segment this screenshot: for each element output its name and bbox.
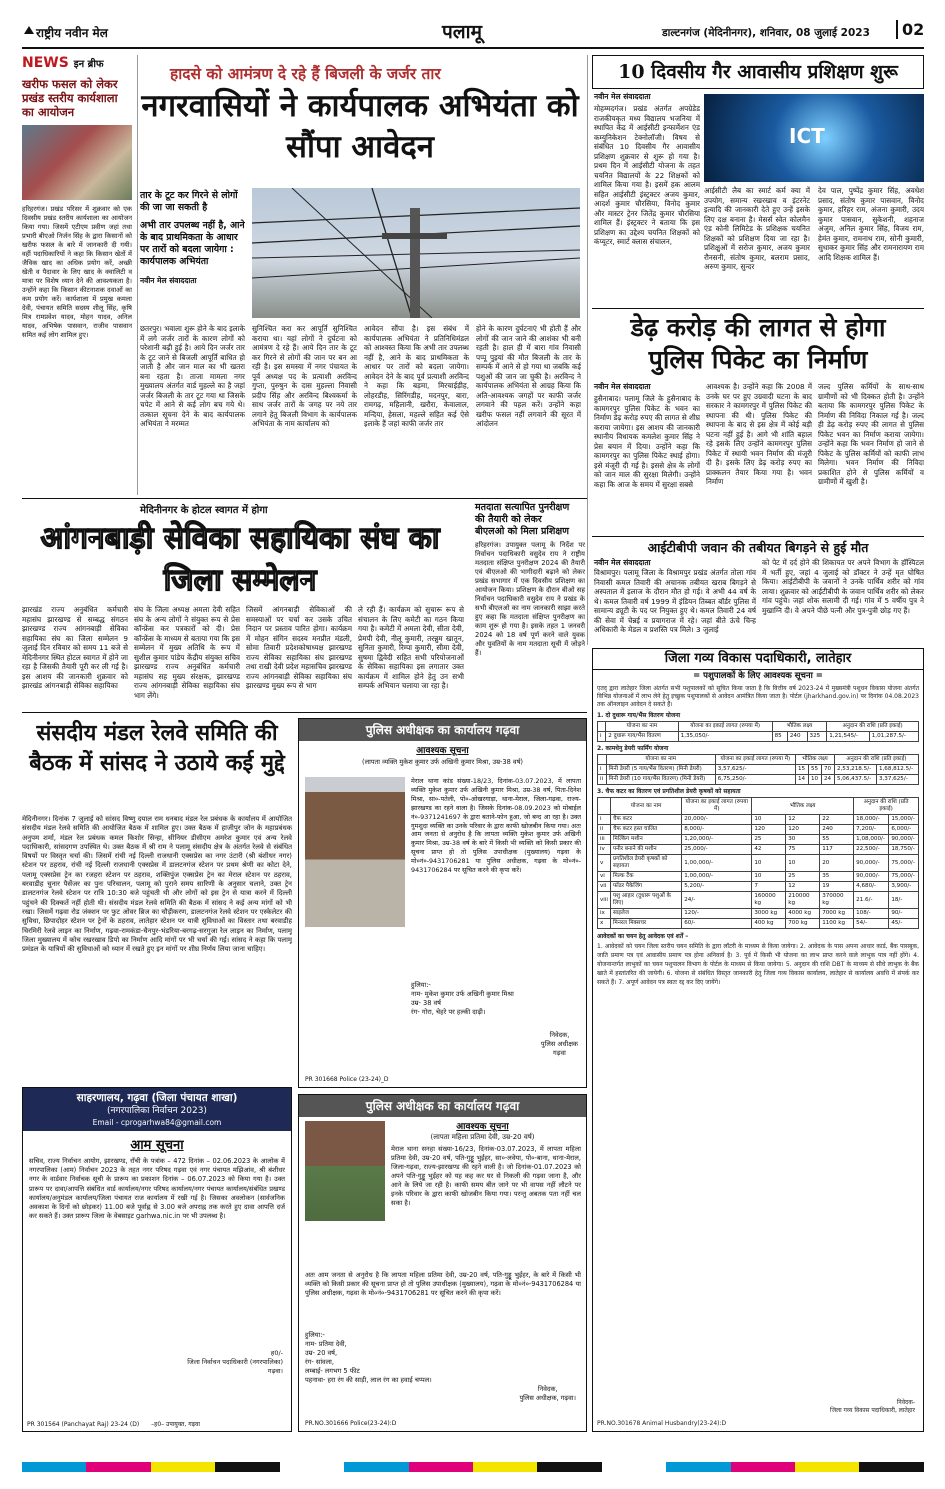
news-tag-label: NEWS	[22, 55, 69, 71]
t3-h-grant: अनुदान की राशि (प्रति इकाई)	[854, 798, 919, 815]
table-cell: 6,75,250/-	[715, 775, 795, 785]
table-cell: मिल्क टैंक	[610, 872, 681, 882]
table-row	[598, 855, 919, 872]
table-cell: 370000 kg	[820, 892, 854, 909]
table-cell: चैफ कटर हस्त चालित	[610, 825, 681, 835]
hotel-line: मेदिनीनगर के होटल स्वागत में होगा	[140, 505, 268, 516]
itbp-headline: आईटीबीपी जवान की तबीयत बिगड़ने से हुई मौत	[647, 540, 869, 555]
table-cell: vi	[598, 872, 611, 882]
police2-sub2: (लापता महिला प्रतिमा देवी, उम्र-20 वर्ष)	[430, 1133, 535, 1141]
table-cell: 35	[820, 872, 854, 882]
table-cell: 1,00,000/-	[682, 855, 752, 872]
training-col3: देव पाल, पुष्पेंद्र कुमार सिंह, अवधेश प्रसाद, संतोष कुमार पासवान, विनोद कुमार, हरिहर राम, अंजना कुमारी, उदय कुमार पासवान, सुकेशनी, शहनाज अंजुम, अनिल कुमार सिंह, विजय राम, हेमंत कुमार, रामनाथ राम, सोनी कुमारी, सुधाकर कुमार सिंह और रामनारायण राम आदि शिक्षक शामिल हैं।	[818, 186, 924, 262]
animal-title: जिला गव्य विकास पदाधिकारी, लातेहार	[593, 649, 923, 670]
brand-name: राष्ट्रीय नवीन मेल	[36, 26, 108, 40]
training-ict-photo	[704, 94, 924, 182]
police1-subtitle: आवश्यक सूचना	[416, 746, 469, 756]
t2-h-target: भौतिक लक्ष्य	[795, 755, 834, 765]
table-cell: i	[598, 732, 606, 742]
news-brief-body: हरिहरगंज। प्रखंड परिसर में शुक्रवार को एक दिवसीय प्रखंड स्तरीय कार्यशाला का आयोजन किया गया। जिसमें एटीएम प्रवीण जहां तथा प्रभारी बीएओ निर्जन सिंह के द्वारा किसानों को खरीफ फसल के बारे में जानकारी दी गयी। वहीं पदाधिकारियों ने कहा कि किसान खेतों में जैविक खाद का अधिक प्रयोग करें, अच्छी खेती व पैदावार के लिए खाद के क्वालिटी व मात्रा पर विशेष ध्यान देने की आवश्यकता है। उन्होंने कहा कि किसान कीटनाशक दवाओं का कम प्रयोग करें। कार्यशाला में प्रमुख कमला देवी, पंचायत समिति सदस्य शीलू सिंह, कृषि मित्र रामप्रवेश यादव, मोहन यादव, अनिल यादव, अभिषेक पासवान, राजीव पासवान समित कई लोग शामिल हुए।	[22, 205, 132, 339]
table-cell: 1,21,545/-	[827, 732, 870, 742]
table-cell: 10	[752, 855, 786, 872]
table-cell: 160000 kg	[752, 892, 786, 909]
story1-quotes	[140, 190, 250, 286]
table-cell: 15,000/-	[889, 815, 919, 825]
table-cell: मिल्किंग मशीन	[610, 835, 681, 845]
itbp-byline: नवीन मेल संवाददाता	[594, 558, 651, 567]
t3-h-sl	[598, 798, 611, 815]
table-cell: 90,000/-	[854, 855, 889, 872]
table-cell: 325	[807, 732, 827, 742]
table-cell: 55	[808, 765, 821, 775]
table-cell: 18,750/-	[889, 845, 919, 855]
election-header	[23, 1088, 291, 1131]
t2-h-unit: योजना का इकाई लागत (रुपया में)	[715, 755, 795, 765]
table-cell: 120	[786, 825, 820, 835]
table-cell: i	[598, 765, 607, 775]
table-cell: 1,35,050/-	[678, 732, 772, 742]
animal-intro: एतद् द्वारा लातेहार जिला अंतर्गत सभी पशुपालकों को सूचित किया जाता है कि वित्तीय वर्ष 2023-24 में मुख्यमंत्री पशुधन विकास योजना अंतर्गत विभिन्न योजनाओं में लाभ लेने हेतु इच्छुक पशुपालकों से आवेदन आमंत्रित किया जाता है। पोर्टल (jharkhand.gov.in) पर दिनांक 04.08.2023 तक ऑनलाइन आवेदन दे सकते हैं।	[597, 685, 919, 708]
ict-label: ICT	[789, 124, 825, 148]
table-cell: i	[598, 815, 611, 825]
picket-col2: आवश्यक है। उन्होंने कहा कि 2008 में उनके घर पर हुए उग्रवादी घटना के बाद सरकार ने कामगरपुर में पुलिस पिकेट की स्थापना की थी। पुलिस पिकेट की स्थापना के बाद से इस क्षेत्र में कोई बड़ी घटना नहीं हुई है। आगे भी शांति बहाल रहे इसके लिए उन्होंने कामगरपुर पुलिस पिकेट में स्थायी भवन निर्माण की मंजूरी दी है। इसके लिए डेढ़ करोड़ रुपए का प्राक्कलन तैयार किया गया है। भवन निर्माण	[706, 382, 812, 486]
police1-body: मेराल थाना कांड संख्या-18/23, दिनांक-03.07.2023, में लापता व्यक्ति मुकेश कुमार उर्फ अखिनी कुमार मिश्रा, उम्र-38 वर्ष, पिता-दिनेश मिश्रा, सा०-पतेली, पो०-ओखरगाड़ा, थाना-मेराल, जिला-गढ़वा, राज्य-झारखण्ड का रहने वाला है। जिसके दिनांक-08.09.2023 को मोबाईल नं०-9371241697 के द्वारा बताने-फोन हुआ, जो बन्द आ रहा है। उक्त गुमशुदा व्यक्ति का उनके परिवार के द्वारा काफी खोजबीन किया गया। अतः आम जनता से अनुरोध है कि लापता व्यक्ति मुकेश कुमार उर्फ अखिनी कुमार मिश्रा, उम्र-38 वर्ष के बारे में किसी भी व्यक्ति को किसी प्रकार की सूचना प्राप्त हो तो पुलिस उपाधीक्षक (मुख्यालय) गढ़वा के मो०नं०-9431706281 या पुलिस अधीक्षक, गढ़वा के मो०नं०- 9431706284 पर सूचित करने की कृपा करें।	[411, 777, 581, 875]
table-cell: 240	[820, 825, 854, 835]
table-row	[598, 815, 919, 825]
story1-col4: होने के कारण दुर्घटनाएं भी होती हैं और लोगों की जान जाने की आशंका भी बनी रहती है। हाल ही में बारा गांव निवासी पप्पू पुइयां की मौत बिजली के तार के सम्पर्क में आने से हो गया था जबकि कई पशुओं की जान जा चुकी है। अरविन्द ने कार्यपालक अभियंता से आग्रह किया कि अति-आवश्यक जगहों पर काफी जर्जर लगवाने की पहल करें। उन्होंने कहा खरीफ फसल नहीं लगवाने की सूरत में आंदोलन	[476, 324, 581, 428]
police2-title: पुलिस अधीक्षक का कार्यालय गढ़वा	[299, 1095, 586, 1117]
police2-body: मेराल थाना सनहा संख्या-16/23, दिनांक-03.07.2023, में लापता महिला प्रतिमा देवी, उम्र-20 वर्ष, पति-गुड्डू भुईंहर, सा०-लवेया, पो०-बाना, थाना-मेराल, जिला-गढ़वा, राज्य-झारखण्ड की रहने वाली है। जो दिनांक-01.07.2023 को अपने पति-गुड्डू भुईंहर को यह कह कर घर से निकली की गढ़वा जाना है, और आने के लिये जा रही है। काफी समय बीत जाने पर भी वापस नहीं लौटने पर इनके परिवार के द्वारा काफी खोजबीन किया गया। परन्तु अबतक पता नहीं चल सका है।	[391, 1145, 581, 1207]
table-cell: 20	[820, 855, 854, 872]
table-cell: 2 दुधारू गाय/भैंस वितरण	[606, 732, 678, 742]
table-cell: 240	[787, 732, 807, 742]
table-row	[598, 765, 919, 775]
election-subtitle: आम सूचना	[130, 1138, 184, 1153]
table-row	[598, 892, 919, 909]
police-notice-2	[298, 1094, 587, 1432]
t2-h-scheme: योजना का नाम	[606, 755, 715, 765]
table-cell: ii	[598, 775, 607, 785]
table-cell: 22,500/-	[854, 845, 889, 855]
table-cell: साइलेज	[610, 909, 681, 919]
table-cell: 70	[821, 765, 834, 775]
anganwadi-col3: जिसमें आंगनबाड़ी सेविकाओं की समस्याओं पर चर्चा कर उसके उचित निदान पर प्रस्ताव पारित होगा। कार्यक्रम में मोहन संगिन सदस्य मनप्रीत मंडली, सोमा तिवारी प्रदेशकोषाध्यक्ष झारखण्ड राज्य सेविका सहायिका संघ झारखण्ड तथा राखी देवी प्रदेश महासचिव झारखण्ड राज्य आंगनबाड़ी सेविका सहायिका संघ झारखण्ड मुख्य रूप से भाग	[246, 605, 352, 690]
railway-body: मेदिनीनगर। दिनांक 7 जुलाई को सांसद विष्णु दयाल राम धनबाद मंडल रेल प्रबंधक के कार्यालय में आयोजित संसदीय मंडल रेलवे समिति की आयोजित बैठक में शामिल हुए। उक्त बैठक में हाजीपुर जोन के महाप्रबंधक अनुपम शर्मा, मंडल रेल प्रबंधक कमल किशोर सिन्हा, सीनियर डीसीएम अमरेश कुमार एवं अन्य रेलवे पदाधिकारी, सांसदगण उपस्थित थे। उक्त बैठक में श्री राम ने पलामू संसदीय क्षेत्र के अंतर्गत रेलवे से संबंधित विषयों पर विस्तृत चर्चा की। जिसमें रांची नई दिल्ली राजधानी एक्सप्रेस का नगर उंटारी (श्री बंशीधर नगर) स्टेशन पर ठहराव, रांची नई दिल्ली राजधानी एक्सप्रेस में डालटनगंज स्टेशन पर प्रथम श्रेणी का कोटा देने, पलामू एक्सप्रेस ट्रेन का रजहरा स्टेशन पर ठहराव, शक्तिपुंज एक्सप्रेस ट्रेन का मेराल स्टेशन पर ठहराव, बरवाडीह चुनार पैसेंजर का पुनः परिचालन, पलामू को पुराने समय सारिणी के अनुसार चलाने, उक्त ट्रेन डालटनगंज रेलवे स्टेशन पर रात्रि 10:30 बजे पहुंचती थी और लोगों को इस ट्रेन से यात्रा करने में दिल्ली पहुंचने की दिक्कतें नहीं होती थी। संसदीय मंडल रेलवे समिति की बैठक में सांसद ने कई अन्य मांगों को भी रखा। जिसमें गढ़वा रोड जंक्शन पर फुट ओवर ब्रिज का चौड़ीकरण, डालटनगंज रेलवे स्टेशन पर एस्केलेटर की सुविधा, छिपादोहर स्टेशन पर ट्रेनों के ठहराव, लातेहार स्टेशन पर यात्री सुविधाओं का विस्तार तथा बरवाडीह चिरमिरी रेलवे लाइन का निर्माण, गढ़वा-रामकंडा-चैनपुर-भंडरिया-बरगढ़-सरगुजा रेल लाइन का निर्माण, पलामू जिला मुख्यालय में कोच रखरखाव डिपो का निर्माण आदि मांगों पर भी चर्चा की गई। सांसद ने कहा कि पलामू प्रमंडल के यात्रियों की सुविधाओं को ध्यान में रखते हुए इन मांगों पर शीघ्र निर्णय लिया जाना चाहिए।	[22, 815, 292, 954]
t3-h-target: भौतिक लक्ष्य	[752, 798, 854, 815]
news-tag	[22, 55, 132, 71]
blo-body: हरिहरगंज। उपायुक्त पलामू के निर्देश पर निर्वाचन पदाधिकारी वसुदेव राय ने राष्ट्रीय मतदाता संक्षिप्त पुनरीक्षण 2024 की तैयारी एवं बीएलओ की भागीदारी बढ़ाने को लेकर प्रखंड सभागार में एक दिवसीय प्रशिक्षण का आयोजन किया। प्रशिक्षण के दौरान बीओ सह निर्वाचन पदाधिकारी वसुदेव राय ने प्रखंड के सभी बीएलओ का नाम जानकारी साझा करते हुए कहा कि मतदाता संक्षिप्त पुनरीक्षण का काम शुरू हो गया है। इसके तहत 1 जनवरी 2024 को 18 वर्ष पूर्ण करने वाले युवक और युवतियों के नाम मतदाता सूची में जोड़ने हैं।	[475, 541, 585, 657]
table-cell: 4000 kg	[786, 909, 820, 919]
table-cell: 25	[752, 835, 786, 845]
election-body: सचिव, राज्य निर्वाचन आयोग, झारखण्ड, राँची के पत्रांक – 472 दिनांक – 02.06.2023 के आलोक में नगरपालिका (आम) निर्वाचन 2023 के तहत नगर परिषद गढ़वा एवं नगर पंचायत मझिआंव, श्री बंशीधर नगर के वार्डवार निर्वाचक सूची के प्रारूप का प्रकाशन दिनांक – 06.07.2023 को किया गया है। उक्त प्रारूप पर दावा/आपत्ति संबंधित वार्ड कार्यालय/नगर परिषद कार्यालय/नगर पंचायत कार्यालय/संबंधित प्रखण्ड कार्यालय/अनुमंडल कार्यालय/जिला पंचायत राज कार्यालय में रखी गई है। जिसका अवलोकन (सार्वजनिक अवकाश के दिनों को छोड़कर) 11.00 बजे पूर्वाह्न से 3.00 बजे अपराह्न तक करते हुए दावा आपत्ति दर्ज कर सकते हैं। उक्त प्रारूप जिला के वेबसाइट garhwa.nic.in पर भी उपलब्ध है।	[29, 1157, 285, 1221]
table-row	[598, 882, 919, 892]
police1-sub2: (लापता व्यक्ति मुकेश कुमार उर्फ अखिनी कुमार मिश्रा, उम्र-38 वर्ष)	[362, 758, 523, 766]
animal-terms: 1. आवेदकों को चयन जिला स्तरीय चयन समिति के द्वारा लॉटरी के माध्यम से किया जायेगा। 2. आवेदक के पास अपना आधार कार्ड, बैंक पासबुक, जाति प्रमाण पत्र एवं आवासीय प्रमाण पत्र होना अनिवार्य है। 3. पूर्व में किसी भी योजना का लाभ प्राप्त करने वाले लाभुक पात्र नहीं होंगे। 4. योजनान्तर्गत लाभुकों का चयन पशुपालन विभाग के पोर्टल के माध्यम से किया जायेगा। 5. अनुदान की राशि DBT के माध्यम से सीधे लाभुक के बैंक खाते में हस्तांतरित की जायेगी। 6. योजना से संबंधित विस्तृत जानकारी हेतु जिला गव्य विकास कार्यालय, लातेहार से कार्यालय अवधि में संपर्क कर सकते हैं। 7. अपूर्ण आवेदन पत्र स्वतः रद्द कर दिए जायेंगे।	[597, 943, 919, 986]
animal-table-1	[597, 721, 919, 742]
police-notice-1	[298, 718, 587, 1088]
table-cell: 75,000/-	[889, 855, 919, 872]
table-cell: 10	[752, 872, 786, 882]
police2-body2: अतः आम जनता से अनुरोध है कि लापता महिला प्रतिमा देवी, उम्र-20 वर्ष, पति-गुड्डू भुईंहर, के बारे में किसी भी व्यक्ति को किसी प्रकार की सूचना प्राप्त हो तो पुलिस उपाधीक्षक (मुख्यालय), गढ़वा के मो०नं०-9431706284 या पुलिस अधीक्षक, गढ़वा के मो०नं०-9431706281 पर सूचित करने की कृपा करें।	[305, 1271, 581, 1297]
page-number: 02	[896, 20, 924, 39]
table-cell: 7000 kg	[820, 909, 854, 919]
table-cell: x	[598, 919, 611, 929]
t2-h-sl	[598, 755, 607, 765]
training-headline: 10 दिवसीय गैर आवासीय प्रशिक्षण शुरू	[618, 61, 898, 83]
table-cell: 22	[820, 815, 854, 825]
news-brief-photo	[22, 125, 132, 200]
dateline: डाल्टनगंज (मेदिनीनगर), शनिवार, 08 जुलाई 2023	[662, 27, 870, 39]
animal-table-1-body	[598, 732, 919, 742]
story1-headline: नगरवासियों ने कार्यपालक अभियंता को सौंपा आवेदन	[141, 88, 579, 165]
table-cell: मिनी डेयरी (10 गाय/भैंस वितरण) (मिनी डेयरी)	[606, 775, 715, 785]
t3-h-unit: योजना का इकाई लागत (रुपया में)	[682, 798, 752, 815]
table-cell: 7	[752, 882, 786, 892]
t1-h-grant: अनुदान की राशि (प्रति इकाई)	[827, 722, 919, 732]
police2-sign: निवेदक, पुलिस अधीक्षक, गढ़वा।	[519, 1385, 576, 1402]
table-cell: 21.6/-	[854, 892, 889, 909]
table-cell: 3000 kg	[752, 909, 786, 919]
t3-h-scheme: योजना का नाम	[610, 798, 681, 815]
police2-hulia: हुलिया:- नाम- प्रतिमा देवी, उम्र- 20 वर्ष, रंग- सांवला, लम्बाई- लगभग 5 फीट पहनावा- हरा रंग की साड़ी, लाल रंग का हवाई चप्पल।	[305, 1331, 432, 1384]
table-cell: प्रगतिशील डेयरी कृषकों को सहायता	[610, 855, 681, 872]
table-cell: 75	[786, 845, 820, 855]
police2-pr: PR.NO.301666 Police(23-24):D	[305, 1420, 397, 1427]
table-cell: ii	[598, 825, 611, 835]
story1-col3: आवेदन सौंपा है। इस संबंध में कार्यपालक अभियंता ने प्रतिनिधिमंडल को आश्वस्त किया कि अभी तार उपलब्ध नहीं है, आने के बाद प्राथमिकता के आधार पर तारों को बदला जायेगा। आवेदन देने के बाद पूर्व प्रत्याशी अरविन्द ने कहा कि बड़मा, मिरचाईड़ीह, लोहरडीह, सिरिंगडीह, मदनपुर, बारा, रामगढ़, महिलानी, खरौरा, केवालाल, मन्दिया, हेसला, महल्ले सहित कई ऐसे इलाके हैं जहां काफी जर्जर तार	[364, 324, 469, 428]
election-email: Email - cprogarhwa84@gmail.com	[92, 1118, 222, 1127]
table-cell: 120	[752, 825, 786, 835]
police1-hulia: हुलिया:- नाम- मुकेश कुमार उर्फ अखिनी कुमार मिश्रा उम्र- 38 वर्ष रंग- गोरा, चेहरे पर हल्की दाढ़ी।	[411, 981, 514, 1016]
table-cell: 24	[821, 775, 834, 785]
news-tag-label2: इन ब्रीफ	[73, 59, 104, 70]
table-cell: 30	[786, 835, 820, 845]
blo-headline-2: की तैयारी को लेकर	[475, 514, 542, 525]
table-cell: iii	[598, 835, 611, 845]
animal-notice	[592, 648, 924, 1432]
story1-kicker: हादसे को आमंत्रण दे रहे हैं बिजली के जर्जर तार	[170, 65, 441, 83]
table-cell: 2,53,218.5/-	[834, 765, 876, 775]
table-row	[598, 845, 919, 855]
news-brief-headline: खरीफ फसल को लेकर प्रखंड स्तरीय कार्यशाला का आयोजन	[22, 77, 118, 119]
picket-headline-1: डेढ़ करोड़ की लागत से होगा	[630, 313, 886, 342]
election-pr-code: PR 301564 (Panchayat Raj) 23-24 (D)	[27, 1421, 140, 1428]
training-headline-box	[592, 55, 924, 89]
table-row	[598, 872, 919, 882]
masthead	[22, 14, 924, 48]
table-cell: 210000 kg	[786, 892, 820, 909]
table-cell: पनीर बनाने की मशीन	[610, 845, 681, 855]
table-cell: 3,900/-	[889, 882, 919, 892]
table-row	[598, 909, 919, 919]
table-cell: 117	[820, 845, 854, 855]
table-cell: v	[598, 855, 611, 872]
animal-pr: PR.NO.301678 Animal Husbandry(23-24):D	[597, 1420, 727, 1427]
story1-wires-photo	[252, 188, 580, 318]
picket-col3: जल्द पुलिस कर्मियों के साथ-साथ ग्रामीणों को भी दिक्कत होती है। उन्होंने बताया कि कामगरपुर पुलिस पिकेट के निर्माण की निविदा निकाल गई है। जल्द ही डेढ़ करोड़ रुपए की लागत से पुलिस पिकेट भवन का निर्माण कराया जायेगा। उन्होंने कहा कि भवन निर्माण हो जाने से पिकेट के पुलिस कर्मियों को काफी लाभ मिलेगा। भवन निर्माण की निविदा प्रकाशित होने से पुलिस कर्मियों व ग्रामीणों में खुशी है।	[818, 382, 924, 486]
table-cell: 14	[795, 775, 808, 785]
animal-s2: 2. कामधेनु डेयरी फार्मिंग योजना	[597, 745, 669, 752]
table-cell: 5,200/-	[682, 882, 752, 892]
table-cell: 8,000/-	[682, 825, 752, 835]
animal-table-3-body	[598, 815, 919, 929]
table-cell: 75,000/-	[889, 872, 919, 882]
table-cell: 4,680/-	[854, 882, 889, 892]
t1-h-sl	[598, 722, 606, 732]
animal-subtitle: = पशुपालकों के लिए आवश्यक सूचना =	[693, 671, 823, 681]
table-cell: 1100 kg	[820, 919, 854, 929]
table-cell: 90,000/-	[889, 835, 919, 845]
animal-sign: निवेदक- जिला गव्य विकास पदाधिकारी, लातेहार	[830, 1399, 915, 1414]
table-cell: 1,00,000/-	[682, 872, 752, 882]
election-notice	[22, 1087, 292, 1432]
table-row	[598, 732, 919, 742]
table-cell: मिनरल मिक्सचर	[610, 919, 681, 929]
table-cell: 24/-	[682, 892, 752, 909]
police2-subtitle: आवश्यक सूचना	[456, 1122, 509, 1132]
table-cell: 108/-	[854, 909, 889, 919]
table-cell: 400 kg	[752, 919, 786, 929]
table-cell: 25	[786, 872, 820, 882]
election-pr	[27, 1420, 200, 1428]
police1-person-photo	[305, 777, 405, 927]
training-byline: नवीन मेल संवाददाता	[594, 92, 651, 101]
table-cell: 60/-	[682, 919, 752, 929]
table-cell: 42	[752, 845, 786, 855]
table-cell: 120/-	[682, 909, 752, 919]
table-cell: मिनी डेयरी (5 गाय/भैंस वितरण) (मिनी डेयरी)	[606, 765, 715, 775]
picket-byline: नवीन मेल संवाददाता	[594, 382, 651, 391]
table-cell: चैफ कटर	[610, 815, 681, 825]
table-cell: 700 kg	[786, 919, 820, 929]
anganwadi-col2: संघ के जिला अध्यक्ष अमला देवी सहित संघ के अन्य लोगों ने संयुक्त रूप से प्रेस कॉन्फ्रेंस कर पत्रकारों को दी। प्रेस कॉन्फ्रेंस के माध्यम से बताया गया कि इस सम्मेलन में मुख्य अतिथि के रूप में सुशील कुमार पांडेय केंद्रीय संयुक्त सचिव झारखण्ड राज्य अनुबंधित कर्मचारी महासंघ सह मुख्य संरक्षक, झारखण्ड राज्य आंगनबाड़ी सेविका सहायिका संघ भाग लेंगे।	[134, 605, 240, 700]
election-sign: ह0/- जिला निर्वाचन पदाधिकारी (नगरपालिका) गढ़वा।	[187, 1349, 283, 1375]
animal-table-2-body	[598, 765, 919, 785]
picket-col1: हुसैनाबाद। पलामू जिले के हुसैनाबाद के कामगरपुर पुलिस पिकेट के भवन का निर्माण डेढ़ करोड़ रुपए की लागत से शीघ्र कराया जायेगा। इस आशय की जानकारी स्थानीय विधायक कमलेश कुमार सिंह ने प्रेस बयान में दिया। उन्होंने कहा कि कामगरपुर का पुलिस पिकेट स्थाई होगा। इसे मंजूरी दी गई है। इससे क्षेत्र के लोगों को जान माल की सुरक्षा मिलेगी। उन्होंने कहा कि आज के समय में सुरक्षा सबसे	[594, 394, 700, 489]
table-cell: 3,57,625/-	[715, 765, 795, 775]
police2-person-photo	[305, 1121, 385, 1221]
picket-headline-2: पुलिस पिकेट का निर्माण	[648, 345, 868, 374]
anganwadi-col4: ले रही हैं। कार्यक्रम को सुचारू रूप से संचालन के लिए कमेटी का गठन किया गया है। कमेटी में अमला देवी, सीता देवी, प्रेमपी देवी, नीलू कुमारी, तरन्नुम खातून, सुनिता कुमारी, रिम्पा कुमारी, सीमा देवी, सुषमा द्विवेदी सहित सभी परियोजनाओं के सेविका सहायिका इस लगातार उक्त कार्यक्रम में शामिल होने हेतु उन सभी सम्पर्क अभियान चलाया जा रहा है।	[358, 605, 464, 690]
news-brief	[22, 55, 132, 495]
story1-col2: सुनिश्चित करा कर आपूर्ति सुनिश्चित कराया था। यहां लोगों ने दुर्घटना को आमंत्रण दे रहे हैं। आये दिन तार के टूट कर गिरने से लोगों की जान पर बन आ रही है। इस समस्या में नगर पंचायत के पूर्व अध्यक्ष पद के प्रत्याशी अरविन्द गुप्ता, पुरुषुन के दास मुहल्ला निवासी प्रदीप सिंह और अरविन्द बिश्वकर्मा के साथ जर्जर तारों के जगह पर नये तार लगाने हेतु बिजली विभाग के कार्यपालक अभियंता के नाम कार्यालय को	[252, 324, 357, 428]
election-pr-sign: –ह0– उपायुक्त, गढ़वा	[151, 1421, 200, 1428]
table-cell: 1,20,000/-	[682, 835, 752, 845]
table-cell: 54/-	[854, 919, 889, 929]
blo-headline-3: बीएलओ को मिला प्रशिक्षण	[475, 526, 570, 537]
t1-h-unit: योजना का इकाई लागत (रुपया में)	[678, 722, 772, 732]
story1-quote1: तार के टूट कर गिरने से लोगों की जा जा सकती है	[140, 190, 238, 213]
itbp-col1: विश्रामपुर। पलामू जिला के विश्रामपुर प्रखंड अंतर्गत तोला गांव निवासी कमल तिवारी की अचानक तबीयत खराब बिगड़ने से अस्पताल में इलाज के दौरान मौत हो गई। वे अभी 44 वर्ष के थे। कमल तिवारी वर्ष 1999 में इंडियन तिब्बत बॉर्डर पुलिस में सामान्य ड्यूटी के पद पर नियुक्त हुए थे। कमल तिवारी 24 वर्ष की सेवा में चेन्नई व प्रयागराज में रहे। जहां बीते ऊंचे चिन्ह अधिकारी के मेडल व प्रशस्ति पत्र मिले। 3 जुलाई	[594, 568, 756, 634]
table-cell: 15	[795, 765, 808, 775]
table-cell: viii	[598, 892, 611, 909]
table-cell: 1,01,287.5/-	[869, 732, 918, 742]
table-cell: 85	[772, 732, 787, 742]
table-row	[598, 835, 919, 845]
table-cell: 1,08,000/-	[854, 835, 889, 845]
wire-lines	[252, 188, 580, 318]
table-cell: 12	[786, 815, 820, 825]
election-title-2: (नगरपालिका निर्वाचन 2023)	[107, 1106, 207, 1116]
table-cell: vii	[598, 882, 611, 892]
railway-headline: संसदीय मंडल रेलवे समिति की बैठक में सांसद ने उठाये कई मुद्दे	[29, 720, 285, 776]
table-cell: 18,000/-	[854, 815, 889, 825]
animal-terms-title: आवेदकों का चयन हेतु आवेदक एवं शर्तें –	[597, 933, 689, 940]
table-cell: 90,000/-	[854, 872, 889, 882]
table-row	[598, 775, 919, 785]
table-cell: 6,000/-	[889, 825, 919, 835]
itbp-col2: को पेट में दर्द होने की शिकायत पर अपने विभाग के हॉस्पिटल में भर्ती हुए, जहां 4 जुलाई को डॉक्टर ने उन्हें मृत घोषित किया। आईटीबीपी के जवानों ने उनके पार्थिव शरीर को गांव लाया। शुक्रवार को आईटीबीपी के जवान पार्थिव शरीर को लेकर गांव पहुंचे। जहां शोक सलामी दी गई। गांव में 5 वर्षीय पुत्र ने मुखाग्नि दी। वे अपने पीछे पत्नी और पुत्र-पुत्री छोड़ गए हैं।	[762, 558, 924, 615]
blo-block	[475, 502, 585, 721]
table-cell: 19	[820, 882, 854, 892]
police1-title: पुलिस अधीक्षक का कार्यालय गढ़वा	[299, 719, 586, 741]
t1-h-target: भौतिक लक्ष्य	[772, 722, 827, 732]
table-cell: 10	[752, 815, 786, 825]
table-cell: 25,000/-	[682, 845, 752, 855]
animal-s1: 1. दो दुधारू गाय/भैंस वितरण योजना	[597, 712, 681, 719]
table-cell: 12	[786, 882, 820, 892]
table-row	[598, 919, 919, 929]
story1-byline: नवीन मेल संवाददाता	[140, 276, 197, 285]
brand-logo-icon	[24, 26, 34, 34]
police1-pr: PR 301668 Police (23-24)_D	[305, 1076, 389, 1083]
table-cell: 45/-	[889, 919, 919, 929]
table-cell: 1,68,812.5/-	[876, 765, 918, 775]
table-row	[598, 825, 919, 835]
table-cell: 10	[786, 855, 820, 872]
table-cell: 3,37,625/-	[876, 775, 918, 785]
table-cell: 55	[820, 835, 854, 845]
story1-quote2: अभी तार उपलब्ध नहीं है, आने के बाद प्राथमिकता के आधार पर तारों को बदला जायेगा : कार्यपालक अभियंता	[140, 220, 245, 267]
animal-table-2	[597, 754, 919, 785]
t1-h-scheme: योजना का नाम	[606, 722, 678, 732]
training-col2: आईसीटी लैब का स्मार्ट कर्म क्या में उपयोग, समान्य रखरखाव व इंटरनेट इत्यादि की जानकारी देते हुए उन्हें इसके लिए दक्ष बनाना है। मेसर्स स्वेत कोलमैन एंड कोनी लिमिटेड के प्रशिक्षक चयनित शिक्षकों को प्रशिक्षण दिया जा रहा है। प्रशिक्षुओं में सरोज कुमार, अजय कुमार रौनसनी, संतोष कुमार, बलराम प्रसाद, अरुण कुमार, सुन्दर	[704, 186, 810, 271]
anganwadi-headline: आंगनबाड़ी सेविका सहायिका संघ का जिला सम्मेलन	[40, 521, 440, 598]
table-cell: iv	[598, 845, 611, 855]
table-cell: ix	[598, 909, 611, 919]
table-cell: 20,000/-	[682, 815, 752, 825]
election-title-1: साहरणालय, गढ़वा (जिला पंचायत शाखा)	[76, 1092, 238, 1104]
table-cell: 7,200/-	[854, 825, 889, 835]
table-cell: 90/-	[889, 909, 919, 919]
section-name: पलामू	[442, 21, 482, 43]
registration-bar	[22, 1462, 924, 1472]
table-cell: पशु आहार (दुधारू पशुओं के लिए)	[610, 892, 681, 909]
table-cell: 18/-	[889, 892, 919, 909]
training-col1: मोहम्मदगंज। प्रखंड अंतर्गत अपग्रेडेड राजकीयकृत मध्य विद्यालय भजनिया में स्थापित केंद्र में आईसीटी इन्फार्मेशन एंड कम्युनिकेशन टेक्नोलॉजी। विषय से संबंधित 10 दिवसीय गैर आवासीय प्रशिक्षण शुक्रवार से शुरू हो गया है। प्रथम दिन में आईसीटी योजना के तहत चयनित विद्यालयों के 22 शिक्षकों को शामिल किया गया है। इसमें हक आलम सहित आईसीटी इंस्ट्रक्टर अजय कुमार, आदर्श कुमार चौरसिया, विनोद कुमार और मास्टर ट्रेनर जितेंद्र कुमार चौरसिया शामिल हैं। इंस्ट्रक्टर ने बताया कि इस प्रशिक्षण का उद्देश्य चयनित शिक्षकों को कंप्यूटर, स्मार्ट क्लास संचालन,	[594, 104, 700, 246]
animal-s3: 3. चैफ कटर का वितरण एवं प्रगतिशील डेयरी कृषकों को सहायता	[597, 788, 741, 795]
police1-sign: निवेदक, पुलिस अधीक्षक गढ़वा	[540, 1031, 578, 1057]
anganwadi-col1: झारखंड राज्य अनुबंधित कर्मचारी महासंघ झारखण्ड से सम्बद्ध संगठन झारखण्ड राज्य आंगनबाड़ी सेविका सहायिका संघ का जिला सम्मेलन 9 जुलाई दिन रविवार को समय 11 बजे से मेदिनीनगर स्थित होटल स्वागत में होने जा रहा है जिसकी तैयारी पूरी कर ली गई है। इस आशय की जानकारी शुक्रवार को झारखंड आंगनबाड़ी सेविका सहायिका	[22, 605, 128, 690]
table-cell: 5,06,437.5/-	[834, 775, 876, 785]
table-cell: फॉडर पैकेजिंग	[610, 882, 681, 892]
table-cell: 10	[808, 775, 821, 785]
story1-col1: छतरपुर। भवाला शुरू होने के बाद इलाके में लगे जर्जर तारों के कारण लोगों को परेशानी बढ़ी हुई है। आये दिन जर्जर तार के टूट जाने से बिजली आपूर्ति बाधित हो जाती है और जान माल का भी खतरा बना रहता है। ताजा मामला नगर मुख्यालय अंतर्गत वार्ड मुहल्ले का है जहां जर्जर बिजली के तार टूट गया था जिसके चपेट में आने से कई लोग बच गये थे। तत्काल सूचना देने के बाद कार्यपालक अभियंता ने मरम्मत	[140, 324, 245, 428]
blo-headline-1: मतदाता सत्यापित पुनरीक्षण	[475, 502, 570, 513]
t2-h-grant: अनुदान की राशि (प्रति इकाई)	[834, 755, 918, 765]
animal-table-3	[597, 797, 919, 929]
